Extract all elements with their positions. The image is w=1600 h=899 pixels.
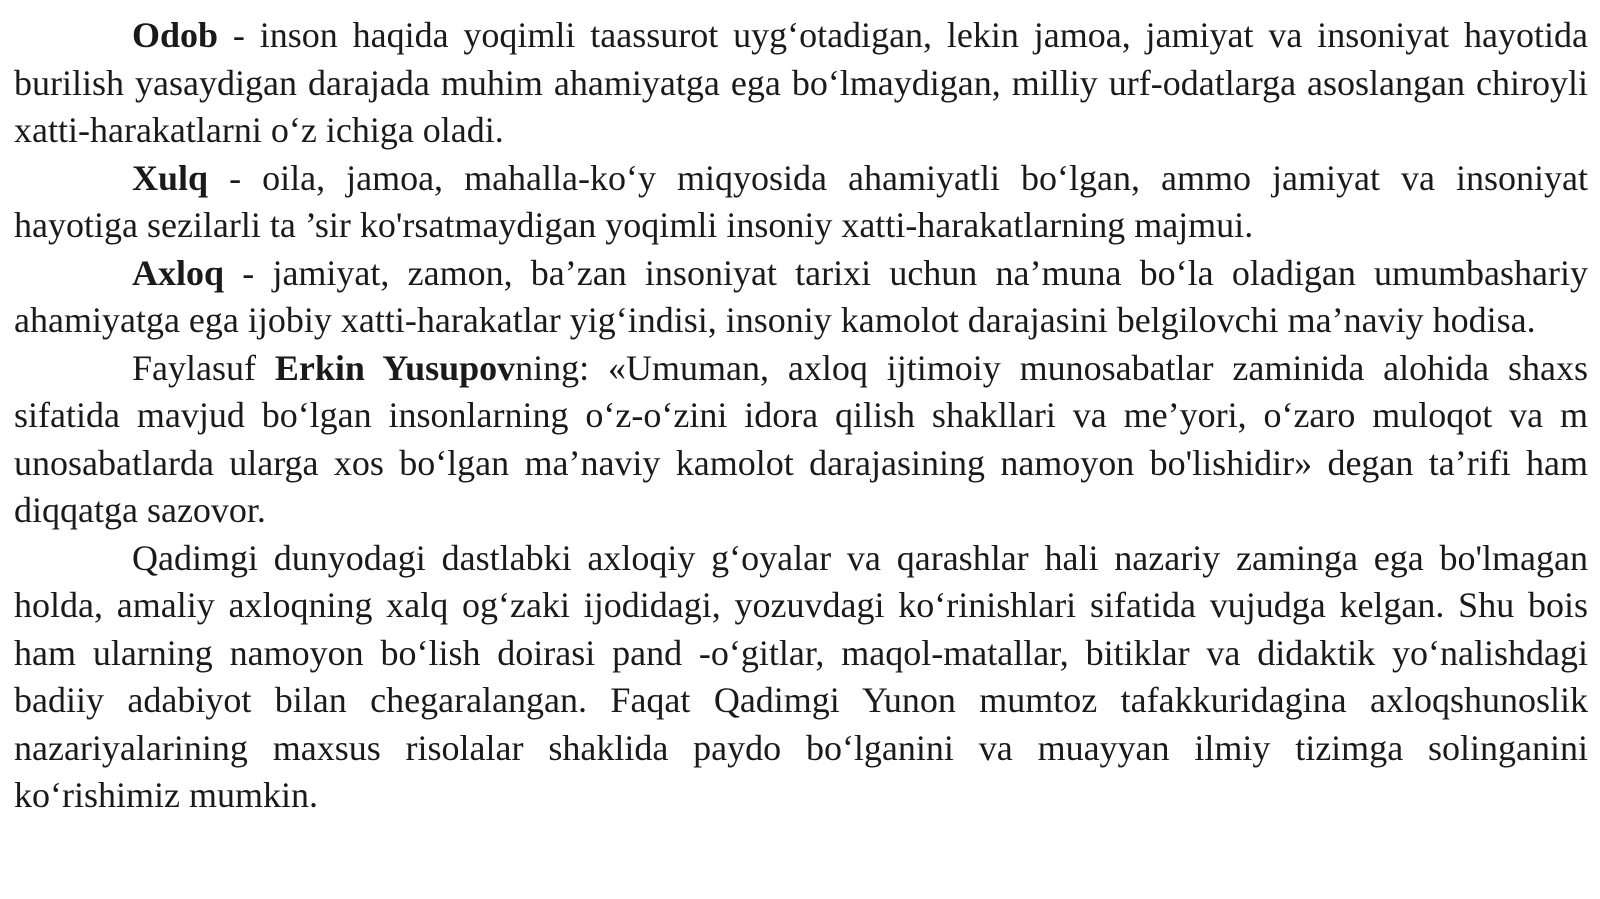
paragraph-quote: [14, 345, 1588, 535]
term-odob: Odob: [132, 15, 219, 55]
document-body: [14, 12, 1588, 820]
quote-prefix: Faylasuf: [132, 347, 275, 388]
definition-xulq: - oila, jamoa, mahalla-ko‘y miqyosida ahamiyatli bo‘lgan, ammo jamiyat va insoniyat hayotiga sezilarli ta ’sir ko'rsatmaydigan yoqimli insoniy xatti-harakatlarning majmui.: [14, 157, 1588, 245]
term-xulq: Xulq: [132, 157, 209, 198]
definition-odob: - inson haqida yoqimli taassurot uyg‘otadigan, lekin jamoa, jamiyat va insoniyat hayotida burilish yasaydigan darajada muhim ahamiyatga ega bo‘lmaydigan, milliy urf-odatlarga asoslangan chiroyli xatti-harakatlarni o‘z ichiga oladi.: [14, 15, 1588, 150]
quote-text: ning: «Umuman, axloq ijtimoiy munosabatlar zaminida alohida shaxs sifatida mavjud bo‘lgan insonlarning o‘z-o‘zini idora qilish shakllari va me’yori, o‘zaro muloqot va m unosabatlarda ularga xos bo‘lgan ma’naviy kamolot darajasining namoyon bo'lishidir» degan ta’rifi ham diqqatga sazovor.: [14, 347, 1588, 530]
paragraph-axloq: [14, 250, 1588, 345]
definition-axloq: - jamiyat, zamon, ba’zan insoniyat tarixi uchun na’muna bo‘la oladigan umumbashariy ahamiyatga ega ijobiy xatti-harakatlar yig‘indisi, insoniy kamolot darajasini belgilovchi ma’naviy hodisa.: [14, 252, 1588, 340]
paragraph-xulq: [14, 155, 1588, 250]
paragraph-history: [14, 535, 1588, 820]
term-axloq: Axloq: [132, 252, 225, 293]
author-name: Erkin Yusupov: [274, 347, 516, 388]
paragraph-odob: [14, 12, 1588, 155]
history-text: Qadimgi dunyodagi dastlabki axloqiy g‘oyalar va qarashlar hali nazariy zaminga ega bo'lmagan holda, amaliy axloqning xalq og‘zaki ijodidagi, yozuvdagi ko‘rinishlari sifatida vujudga kelgan. Shu bois ham ularning namoyon bo‘lish doirasi pand -o‘gitlar, maqol-matallar, bitiklar va didaktik yo‘nalishdagi badiiy adabiyot bilan chegaralangan. Faqat Qadimgi Yunon mumtoz tafakkuridagina axloqshunoslik nazariyalarining maxsus risolalar shaklida paydo bo‘lganini va muayyan ilmiy tizimga solinganini ko‘rishimiz mumkin.: [14, 537, 1588, 815]
